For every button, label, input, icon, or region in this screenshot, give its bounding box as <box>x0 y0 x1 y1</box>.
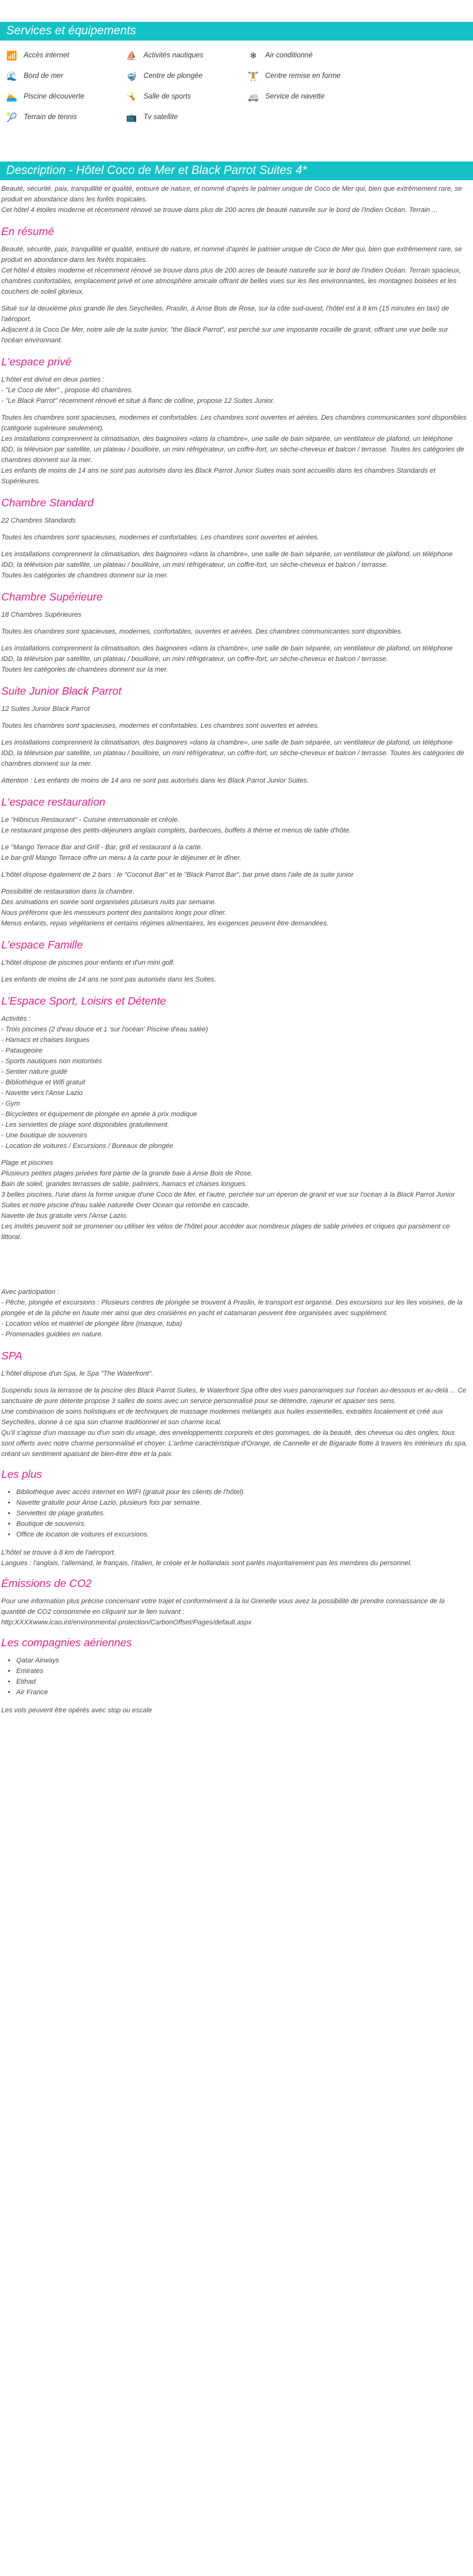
service-item <box>246 90 324 104</box>
section-paragraph: Le "Hibiscus Restaurant" - Cuisine internationale et créole. Le restaurant propose des petits-déjeuners anglais complets, barbecues, buffets à thème et menus de table d'hôte. <box>1 816 351 834</box>
service-item <box>5 49 69 62</box>
list-item: • Etihad <box>16 1677 468 1687</box>
list-item: • Serviettes de plage gratuites. <box>16 1508 468 1519</box>
service-label: Salle de sports <box>144 93 192 100</box>
content-section <box>1 590 468 675</box>
section-title: SPA <box>1 1349 22 1362</box>
section-paragraph: Les installations comprennent la climatisation, des baignoires «dans la chambre», une salle de bain séparée, un ventilateur de plafond, un téléphone IDD, la télévision par satellite, un plateau / bouilloire, un mini réfrigérateur, un coffre-fort, un sèche-cheveux et balcon / terrasse. Toutes les catégories de chambres donnent sur la mer. <box>1 645 453 673</box>
list-item: • Navette gratuite pour Anse Lazio, plusieurs fois par semaine. <box>16 1498 468 1508</box>
section-paragraph: Possibilité de restauration dans la chambre. Des animations en soirée sont organisées plusieurs nuits par semaine. Nous préférons que les messieurs portent des pantalons longs pour dîner. Menus enfants, repas végétariens et certains régimes alimentaires, les exigences peuvent être demandées. <box>1 888 329 927</box>
section-paragraph: L'hôtel est divisé en deux parties : - "Le Coco de Mer" , propose 40 chambres. - "Le Black Parrot" récemment rénové et situé à flanc de colline, propose 12 Suites Junior. <box>1 376 275 405</box>
content-section <box>1 355 468 487</box>
service-item <box>5 69 63 83</box>
air-conditioning-icon: ❄ <box>250 50 257 60</box>
section-paragraph: Toutes les chambres sont spacieuses, modernes, confortables, ouvertes et aérées. Des chambres communicantes sont disponibles. <box>1 628 403 635</box>
service-label: Air conditionné <box>265 52 313 59</box>
service-item <box>125 110 178 124</box>
services-grid <box>0 45 473 148</box>
section-paragraph <box>1 1249 468 1281</box>
wifi-icon: 📶 <box>6 50 17 60</box>
section-paragraph: Les installations comprennent la climatisation, des baignoires «dans la chambre», une salle de bain séparée, un ventilateur de plafond, un téléphone IDD, la télévision par satellite, un plateau / bouilloire, un mini réfrigérateur, un coffre-fort, un sèche-cheveux et balcon / terrasse. Toutes les catégories de chambres donnent sur la mer. <box>1 739 464 768</box>
section-paragraph: Toutes les chambres sont spacieuses, modernes et confortables. Les chambres sont ouvertes et aérées. Des chambres communicantes sont disponibles (catégorie supérieure seulement). Les installations comprennent la climatisation, des baignoires «dans la chambre», une salle de bain séparée, un ventilateur de plafond, un téléphone IDD, la télévision par satellite, un plateau / bouilloire, un mini réfrigérateur, un coffre-fort, un sèche-cheveux et balcon / terrasse. Toutes les catégories de chambres donnent sur la mer. Les enfants de moins de 14 ans ne sont pas autorisés dans les Black Parrot Junior Suites mais sont accueillis dans les chambres Standards et Supérieures. <box>1 414 467 485</box>
section-title: En résumé <box>1 225 54 238</box>
list-item: • Bibliothèque avec accès internet en WIFI (gratuit pour les clients de l'hôtel) <box>16 1487 468 1498</box>
co2-section <box>1 1576 468 1628</box>
list-item: • Qatar Airways <box>16 1656 468 1666</box>
section-paragraph: Toutes les chambres sont spacieuses, modernes et confortables. Les chambres sont ouvertes et aérées. <box>1 722 319 730</box>
service-label: Service de navette <box>265 93 325 100</box>
service-item <box>5 90 84 104</box>
airlines-section <box>1 1636 468 1716</box>
content-section <box>1 1349 468 1460</box>
service-item <box>246 49 313 62</box>
section-paragraph: 12 Suites Junior Black Parrot <box>1 705 90 713</box>
beach-icon: 🌊 <box>6 70 17 81</box>
content-section <box>1 795 468 929</box>
service-label: Activités nautiques <box>144 52 203 59</box>
section-paragraph: Les enfants de moins de 14 ans ne sont pas autorisés dans les Suites. <box>1 976 217 983</box>
list-item: • Emirates <box>16 1666 468 1677</box>
list-item: • Air France <box>16 1687 468 1698</box>
section-paragraph: L'hôtel dispose de piscines pour enfants et d'un mini golf. <box>1 959 175 967</box>
pool-icon: 🏊 <box>6 91 17 102</box>
plus-section <box>1 1467 468 1569</box>
section-paragraph: L'hôtel dispose également de 2 bars : le "Coconut Bar" et le "Black Parrot Bar", bar privé dans l'aile de la suite junior <box>1 871 354 879</box>
section-title: L'Espace Sport, Loisirs et Détente <box>1 995 167 1007</box>
service-label: Piscine découverte <box>24 93 85 100</box>
description-intro: Beauté, sécurité, paix, tranquillité et qualité, entouré de nature, et nommé d'après le palmier unique de Coco de Mer qui, bien que extrêmement rare, se produit en abondance dans les forêts tropicales. Cet hôtel 4 étoiles moderne et récemment rénové se trouve dans plus de 200 acres de beauté naturelle sur le bord de l'Indien Océan. Terrain ... <box>1 185 462 214</box>
section-paragraph: Activités : - Trois piscines (2 d'eau douce et 1 'sur l'océan' Piscine d'eau salée) - Hamacs et chaises longues - Pataugeoire - Sports nautiques non motorisés - Sentier nature guidé - Bibliothèque et Wifi gratuit - Navette vers l'Anse Lazio - Gym - Bicyclettes et équipement de plongée en apnée à prix modique - Les serviettes de plage sont disponibles gratuitement. - Une boutique de souvenirs - Location de voitures / Excursions / Bureaux de plongée <box>1 1015 208 1150</box>
section-paragraph: Plage et piscines Plusieurs petites plages privées font partie de la grande baie à Anse Bois de Rose. Bain de soleil, grandes terrasses de sable, palmiers, hamacs et chaises longues. 3 belles piscines, l'une dans la forme unique d'une Coco de Mer, et l'autre, perchée sur un éperon de granit et vue sur l'océan à la Black Parrot Junior Suites et notre piscine d'eau salée naturelle Over Ocean qui retombe en cascade. Navette de bus gratuite vers l'Anse Lazio. Les invités peuvent soit se promener ou utiliser les vélos de l'hôtel pour accéder aux nombreux plages de sable privées et criques qui parsèment ce littoral. <box>1 1159 455 1241</box>
shuttle-icon: 🚐 <box>248 91 259 102</box>
section-paragraph: 22 Chambres Standards <box>1 517 76 524</box>
section-title: L'espace restauration <box>1 796 105 808</box>
description-header: Description - Hôtel Coco de Mer et Black Parrot Suites 4* <box>0 162 473 180</box>
section-paragraph: Le "Mango Terrace Bar and Grill - Bar, grill et restaurant à la carte. Le bar-grill Mango Terrace offre un menu à la carte pour le déjeuner et le dîner. <box>1 844 241 862</box>
content-section <box>1 938 468 985</box>
section-paragraph: Toutes les chambres sont spacieuses, modernes et confortables. Les chambres sont ouvertes et aérées. <box>1 534 319 541</box>
section-title: Chambre Standard <box>1 496 94 509</box>
list-item: • Boutique de souvenirs. <box>16 1519 468 1530</box>
plus-after: L'hôtel se trouve à 8 km de l'aéroport. Langues : l'anglais, l'allemand, le français, l'italien, le créole et le hollandais sont parlés majoritairement pas les membres du personnel. <box>1 1549 412 1567</box>
service-label: Centre de plongée <box>144 72 203 80</box>
service-item <box>125 69 203 83</box>
section-title: Émissions de CO2 <box>1 1577 92 1589</box>
list-item: • Office de location de voitures et excursions. <box>16 1530 468 1540</box>
service-label: Terrain de tennis <box>24 113 77 121</box>
section-title: Les plus <box>1 1468 42 1480</box>
section-title: Les compagnies aériennes <box>1 1636 132 1649</box>
section-paragraph: Les installations comprennent la climatisation, des baignoires «dans la chambre», une salle de bain séparée, un ventilateur de plafond, un téléphone IDD, la télévision par satellite, un plateau / bouilloire, un mini réfrigérateur, un coffre-fort, un sèche-cheveux et balcon / terrasse. Toutes les catégories de chambres donnent sur la mer. <box>1 551 453 579</box>
section-paragraph: Avec participation : - Pêche, plongée et excursions : Plusieurs centres de plongée se trouvent à Praslin, le transport est organisé. Des excursions sur les îles voisines, de la plongée et de la pêche en haute mer ainsi que des croisières en yacht et catamaran peuvent être organisées avec supplément. - Location vélos et matériel de plongée libre (masque, tuba) - Promenades guidées en nature. <box>1 1288 463 1338</box>
airlines-after: Les vols peuvent être opérés avec stop ou escale <box>1 1707 152 1714</box>
section-paragraph: Suspendu sous la terrasse de la piscine des Black Parrot Suites, le Waterfront Spa offre des vues panoramiques sur l'océan au-dessous et au-delà ... Ce sanctuaire de pure détente propose 3 salles de soins avec un service personnalisé pour se détendre, rajeunir et apaiser ses sens. Une combinaison de soins holistiques et de techniques de massage modernes mélangés aux huiles essentielles, extraites localement et créé aux Seychelles, donne à ce spa son charme traditionnel et son charme local. Qu'il s'agisse d'un massage ou d'un soin du visage, des enveloppements corporels et des gommages, de la beauté, des cheveux ou des ongles, tous sont offerts avec notre charme personnalisé et choyer. L'arôme caractéristique d'Orange, de Cannelle et de Bigarade flotte à travers les intérieurs du spa, créant un sentiment apaisant de bien-être être et la paix. <box>1 1387 467 1458</box>
service-item <box>246 69 341 83</box>
section-paragraph: L'hôtel dispose d'un Spa, le Spa "The Waterfront". <box>1 1370 154 1377</box>
section-title: L'espace privé <box>1 355 72 368</box>
service-label: Bord de mer <box>24 72 64 80</box>
tennis-icon: 🎾 <box>6 112 17 122</box>
service-item <box>5 110 77 124</box>
water-sports-icon: ⛵ <box>126 50 137 60</box>
section-title: Chambre Supérieure <box>1 591 103 603</box>
gym-icon: 🤸 <box>126 91 137 102</box>
diving-icon: 🤿 <box>126 70 137 81</box>
section-paragraph: Situé sur la deuxième plus grande île des Seychelles, Praslin, à Anse Bois de Rose, sur la côte sud-ouest, l'hôtel est à 8 km (15 minutes en taxi) de l'aéroport. Adjacent à la Coco De Mer, notre aile de la suite junior, "the Black Parrot", est perché sur une imposante rocaille de granit, offrant une vue belle sur l'océan environnant. <box>1 305 449 344</box>
content-section <box>1 994 468 1340</box>
service-label: Accès internet <box>24 52 69 59</box>
description-content <box>0 184 468 1716</box>
service-label: Centre remise en forme <box>265 72 341 80</box>
service-item <box>125 90 191 104</box>
service-item <box>125 49 203 62</box>
co2-text: Pour une information plus précise concernant votre trajet et conformément à la loi Grenelle vous avez la possibilité de prendre connaissance de la quantité de CO2 consommée en cliquant sur le lien suivant : http:XXXXwww.icao.int/environmental-protection/CarbonOffset/Pages/default.aspx <box>1 1598 445 1626</box>
content-section <box>1 496 468 581</box>
section-paragraph: Attention : Les enfants de moins de 14 ans ne sont pas autorisés dans les Black Parrot Junior Suites. <box>1 777 309 784</box>
section-paragraph: 18 Chambres Supérieures <box>1 611 82 619</box>
content-section <box>1 684 468 786</box>
section-title: L'espace Famille <box>1 938 83 951</box>
services-header: Services et équipements <box>0 22 473 41</box>
content-section <box>1 224 468 346</box>
satellite-tv-icon: 📺 <box>126 112 137 122</box>
fitness-icon: 🏋 <box>248 70 259 81</box>
section-title: Suite Junior Black Parrot <box>1 685 122 697</box>
section-paragraph: Beauté, sécurité, paix, tranquillité et qualité, entouré de nature, et nommé d'après le palmier unique de Coco de Mer qui, bien que extrêmement rare, se produit en abondance dans les forêts tropicales. Cet hôtel 4 étoiles moderne et récemment rénové se trouve dans plus de 200 acres de beauté naturelle sur le bord de l'Indien Océan. Terrain spacieux, chambres confortables, emplacement privé et une atmosphère amicale offrant de belles vues sur les îles environnantes, les montagnes boisées et les couchers de soleil glorieux. <box>1 246 462 296</box>
service-label: Tv satellite <box>144 113 178 121</box>
